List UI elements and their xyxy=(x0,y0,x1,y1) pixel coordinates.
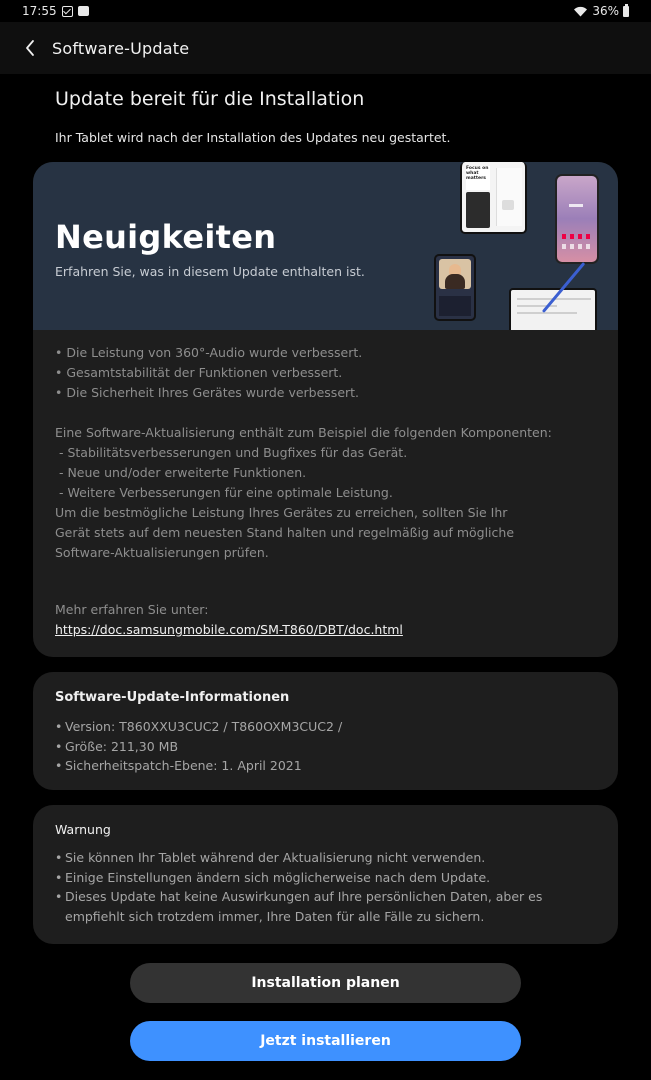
news-bullet: • Die Leistung von 360°-Audio wurde verbessert. xyxy=(55,345,363,360)
update-info-card xyxy=(33,672,618,790)
news-subtitle: Erfahren Sie, was in diesem Update enthalten ist. xyxy=(55,264,365,279)
advice-line: Um die bestmögliche Leistung Ihres Gerätes zu erreichen, sollten Sie Ihr xyxy=(55,505,508,520)
flip-phone-illustration xyxy=(434,254,476,321)
update-info-title: Software-Update-Informationen xyxy=(55,690,290,705)
more-info-label: Mehr erfahren Sie unter: xyxy=(55,602,209,617)
list-item: • Sicherheitspatch-Ebene: 1. April 2021 xyxy=(55,756,605,776)
tablet-illustration xyxy=(509,288,597,330)
check-notification-icon xyxy=(62,6,73,17)
warning-title: Warnung xyxy=(55,822,111,837)
preview-text: Focus on what matters xyxy=(466,166,489,181)
phone-illustration xyxy=(555,174,599,264)
app-title: Software-Update xyxy=(52,38,190,58)
install-now-button[interactable]: Jetzt installieren xyxy=(130,1021,521,1061)
page-subtitle: Ihr Tablet wird nach der Installation des Updates neu gestartet. xyxy=(55,130,451,145)
component-item: - Stabilitätsverbesserungen und Bugfixes für das Gerät. xyxy=(55,445,408,460)
news-title: Neuigkeiten xyxy=(55,218,277,256)
list-item: • Einige Einstellungen ändern sich möglicherweise nach dem Update. xyxy=(55,868,605,888)
update-info-list xyxy=(55,717,605,776)
list-item: • Dieses Update hat keine Auswirkungen auf Ihre persönlichen Daten, aber es empfiehlt sich trotzdem immer, Ihre Daten für alle Fälle zu sichern. xyxy=(55,887,605,926)
battery-percentage: 36% xyxy=(592,4,619,18)
component-item: - Weitere Verbesserungen für eine optimale Leistung. xyxy=(55,485,393,500)
status-bar xyxy=(0,0,651,22)
warning-list xyxy=(55,848,605,926)
components-intro: Eine Software-Aktualisierung enthält zum Beispiel die folgenden Komponenten: xyxy=(55,425,552,440)
image-notification-icon xyxy=(78,6,89,16)
chevron-left-icon xyxy=(24,39,36,57)
app-bar xyxy=(0,22,651,74)
news-bullet: • Die Sicherheit Ihres Gerätes wurde verbessert. xyxy=(55,385,360,400)
list-item: • Version: T860XXU3CUC2 / T860OXM3CUC2 / xyxy=(55,717,605,737)
news-details xyxy=(55,343,600,563)
news-card[interactable] xyxy=(33,162,618,657)
news-bullet: • Gesamtstabilität der Funktionen verbessert. xyxy=(55,365,343,380)
more-info-link[interactable]: https://doc.samsungmobile.com/SM-T860/DBT/doc.html xyxy=(55,622,403,637)
battery-icon xyxy=(623,6,629,17)
foldable-phone-illustration xyxy=(460,162,527,234)
list-item: • Sie können Ihr Tablet während der Aktualisierung nicht verwenden. xyxy=(55,848,605,868)
warning-card xyxy=(33,805,618,944)
page-title: Update bereit für die Installation xyxy=(55,88,365,110)
advice-line: Software-Aktualisierungen prüfen. xyxy=(55,545,269,560)
wifi-icon xyxy=(573,6,588,17)
back-button[interactable] xyxy=(10,28,50,68)
advice-line: Gerät stets auf dem neuesten Stand halten und regelmäßig auf mögliche xyxy=(55,525,515,540)
clock: 17:55 xyxy=(22,4,57,18)
news-hero-banner xyxy=(33,162,618,330)
list-item: • Größe: 211,30 MB xyxy=(55,737,605,757)
component-item: - Neue und/oder erweiterte Funktionen. xyxy=(55,465,307,480)
schedule-installation-button[interactable]: Installation planen xyxy=(130,963,521,1003)
